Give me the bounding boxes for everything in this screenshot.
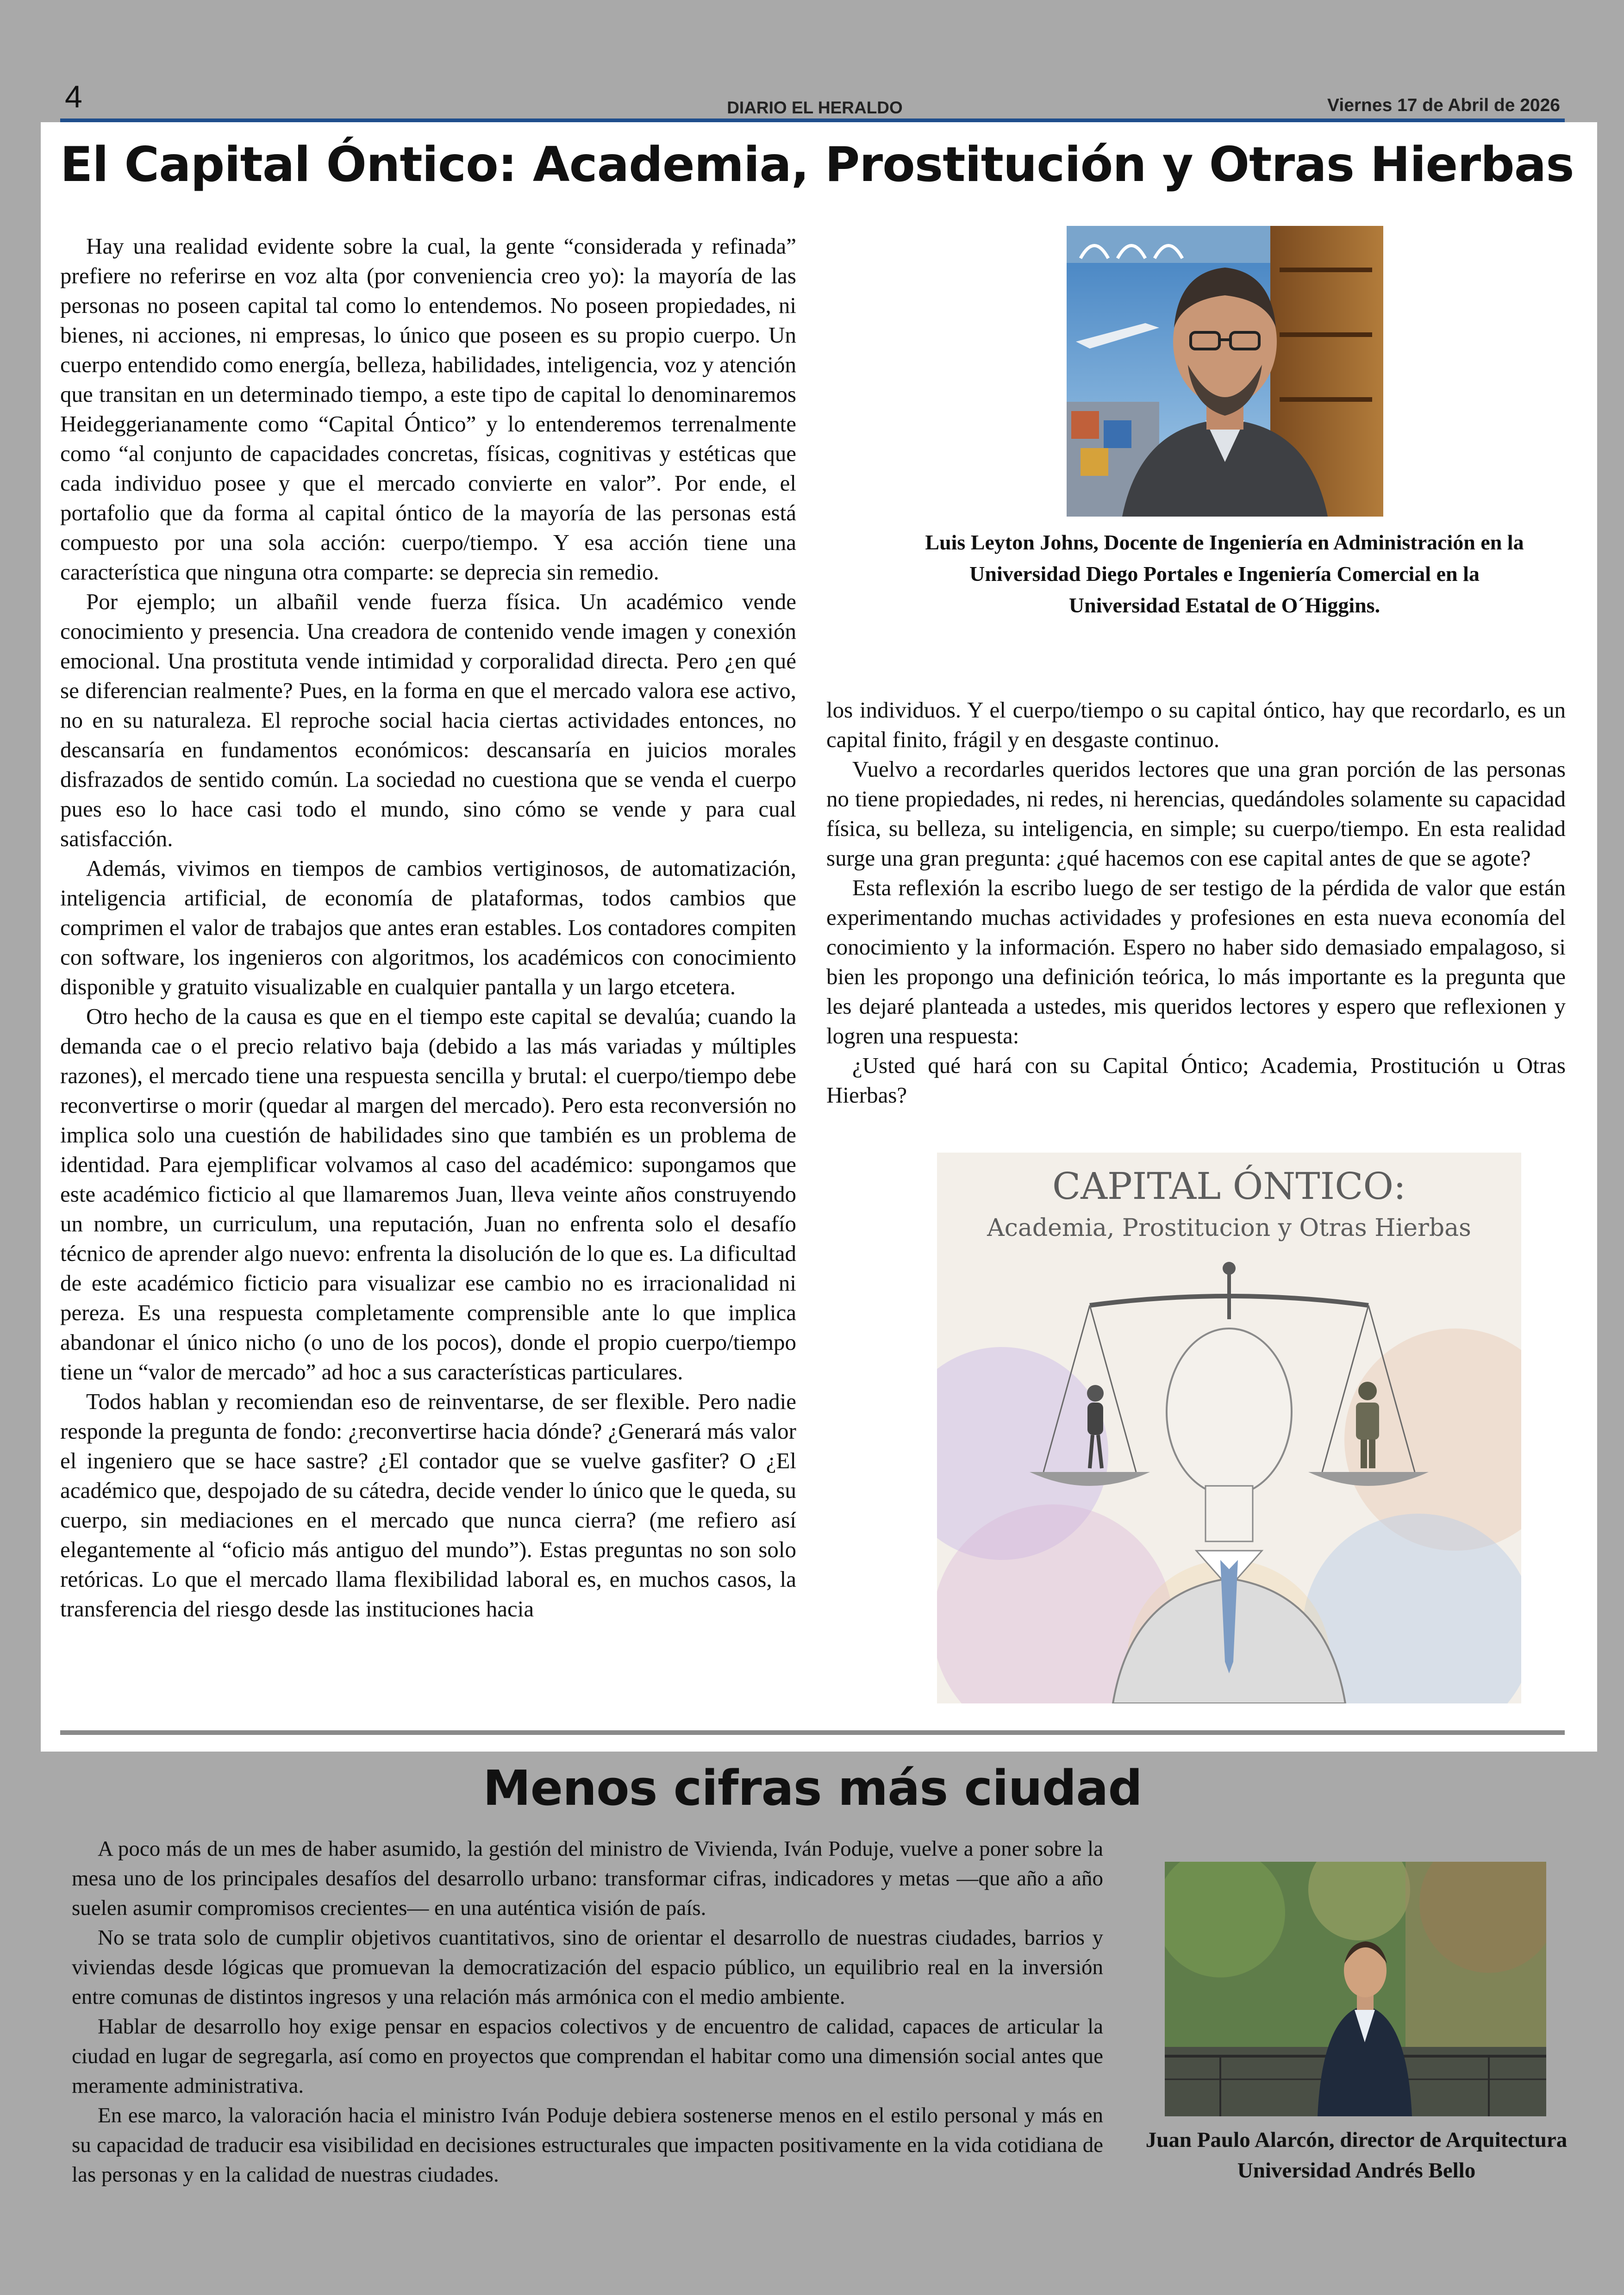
author-caption: Luis Leyton Johns, Docente de Ingeniería en Administración en la Universidad Diego Portales e Ingeniería Comercial en la Universidad Estatal de O´Higgins. xyxy=(925,530,1524,617)
author-photo xyxy=(1165,1862,1546,2116)
paragraph: los individuos. Y el cuerpo/tiempo o su capital óntico, hay que recordarlo, es un capital finito, frágil y en desgaste continuo. xyxy=(826,697,1566,752)
paper-name: DIARIO EL HERALDO xyxy=(727,98,903,117)
article-body-right-column xyxy=(826,695,1566,1110)
article-body-left-column xyxy=(60,231,796,1624)
article-body xyxy=(72,1834,1103,2189)
article-title: Menos cifras más ciudad xyxy=(483,1760,1142,1816)
paragraph: Otro hecho de la causa es que en el tiempo este capital se devalúa; cuando la demanda cae o el precio relativo baja (debido a las más variadas y múltiples razones), el mercado tiene una respuesta sencilla y brutal: el cuerpo/tiempo debe reconvertirse o morir (quedar al margen del mercado). Pero esta reconversión no implica solo una cuestión de habilidades sino que también es un problema de identidad. Para ejemplificar volvamos al caso del académico: supongamos que este académico ficticio al que llamaremos Juan, lleva veinte años construyendo un nombre, un curriculum, una reputación, Juan no enfrenta solo el desafío técnico de aprender algo nuevo: enfrenta la disolución de lo que es. La dificultad de este académico ficticio para visualizar ese cambio no es irracionalidad ni pereza. Es una respuesta completamente comprensible ante lo que implica abandonar el único nicho (o uno de los pocos), donde el propio cuerpo/tiempo tiene un “valor de mercado” ad hoc a sus características particulares. xyxy=(60,1004,796,1384)
section-divider xyxy=(60,1730,1565,1735)
paragraph: ¿Usted qué hará con su Capital Óntico; Academia, Prostitución u Otras Hierbas? xyxy=(826,1053,1566,1108)
paragraph: A poco más de un mes de haber asumido, la gestión del ministro de Vivienda, Iván Poduje, vuelve a poner sobre la mesa uno de los principales desafíos del desarrollo urbano: transformar cifras, indicadores y metas —que año a año suelen asumir compromisos crecientes— en una auténtica visión de país. xyxy=(72,1837,1103,1920)
paragraph: Hablar de desarrollo hoy exige pensar en espacios colectivos y de encuentro de calidad, capaces de articular la ciudad en lugar de segregarla, así como en proyectos que comprendan el habitar como una dimensión social antes que meramente administrativa. xyxy=(72,2014,1103,2098)
paragraph: No se trata solo de cumplir objetivos cuantitativos, sino de orientar el desarrollo de nuestras ciudades, barrios y viviendas desde lógicas que promuevan la democratización del espacio público, un equilibrio real en la inversión entre comunas de distintos ingresos y una relación más armónica con el medio ambiente. xyxy=(72,1926,1103,2009)
paragraph: Esta reflexión la escribo luego de ser testigo de la pérdida de valor que están experimentando muchas actividades y profesiones en esta nueva economía del conocimiento y la información. Espero no haber sido demasiado empalagoso, si bien les propongo una definición teórica, lo más importante es la pregunta que les dejaré planteada a ustedes, mis queridos lectores y espero que reflexionen y logren una respuesta: xyxy=(826,875,1566,1048)
cover-title: CAPITAL ÓNTICO: xyxy=(1052,1165,1406,1208)
paragraph: Todos hablan y recomiendan eso de reinventarse, de ser flexible. Pero nadie responde la pregunta de fondo: ¿reconvertirse hacia dónde? ¿Generará más valor el ingeniero que se hace sastre? ¿El contador que se vuelve gasfiter? O ¿El académico que, despojado de su cátedra, decide vender lo único que le queda, su cuerpo, sin mediaciones en el mercado que nunca cierra? (me refiero así elegantemente al “oficio más antiguo del mundo”). Estas preguntas no son solo retóricas. Lo que el mercado llama flexibilidad laboral es, en muchos casos, la transferencia del riesgo desde las instituciones hacia xyxy=(60,1389,796,1621)
header-rule xyxy=(60,118,1565,122)
book-cover-illustration xyxy=(937,1153,1521,1703)
paragraph: Hay una realidad evidente sobre la cual, la gente “considerada y refinada” prefiere no referirse en voz alta (por conveniencia creo yo): la mayoría de las personas no poseen capital tal como lo entendemos. No poseen propiedades, ni bienes, ni acciones, ni empresas, lo único que poseen es su propio cuerpo. Un cuerpo entendido como energía, belleza, habilidades, inteligencia, voz y atención que transitan en un determinado tiempo, a este tipo de capital lo denominaremos Heideggerianamente como “Capital Óntico” y lo entenderemos terrenalmente como “al conjunto de capacidades concretas, físicas, cognitivas y estéticas que cada individuo posee y que el mercado convierte en valor”. Por ende, el portafolio que da forma al capital óntico de la mayoría de las personas está compuesto por una sola acción: cuerpo/tiempo. Y esa acción tiene una característica que ninguna otra comparte: se deprecia sin remedio. xyxy=(60,233,796,585)
header-date: Viernes 17 de Abril de 2026 xyxy=(1327,95,1560,115)
page-number: 4 xyxy=(65,79,82,114)
article-title: El Capital Óntico: Academia, Prostitución y Otras Hierbas xyxy=(60,137,1574,193)
paragraph: En ese marco, la valoración hacia el ministro Iván Poduje debiera sostenerse menos en el estilo personal y más en su capacidad de traducir esa visibilidad en decisiones estructurales que impacten positivamente en la vida cotidiana de las personas y en la calidad de nuestras ciudades. xyxy=(72,2103,1103,2187)
author-photo xyxy=(1067,226,1383,517)
cover-subtitle: Academia, Prostitucion y Otras Hierbas xyxy=(987,1214,1471,1242)
paragraph: Por ejemplo; un albañil vende fuerza física. Un académico vende conocimiento y presencia. Una creadora de contenido vende imagen y conexión emocional. Una prostituta vende intimidad y corporalidad directa. Pero ¿en qué se diferencian realmente? Pues, en la forma en que el mercado valora ese activo, no en su naturaleza. El reproche social hacia ciertas actividades entonces, no descansaría en fundamentos económicos: descansaría en juicios morales disfrazados de sentido común. La sociedad no cuestiona que se venda el cuerpo pues eso lo hace casi todo el mundo, sino cómo se vende y para cual satisfacción. xyxy=(60,589,796,851)
paragraph: Además, vivimos en tiempos de cambios vertiginosos, de automatización, inteligencia artificial, de economía de plataformas, todos cambios que comprimen el valor de trabajos que antes eran estables. Los contadores compiten con software, los ingenieros con algoritmos, los académicos con conocimiento disponible y gratuito visualizable en cualquier pantalla y un largo etcetera. xyxy=(60,855,796,999)
author-caption: Juan Paulo Alarcón, director de Arquitectura Universidad Andrés Bello xyxy=(1145,2128,1568,2183)
paragraph: Vuelvo a recordarles queridos lectores que una gran porción de las personas no tiene propiedades, ni redes, ni herencias, quedándoles solamente su capacidad física, su belleza, su inteligencia, en simple; su cuerpo/tiempo. En esta realidad surge una gran pregunta: ¿qué hacemos con ese capital antes de que se agote? xyxy=(826,756,1566,871)
